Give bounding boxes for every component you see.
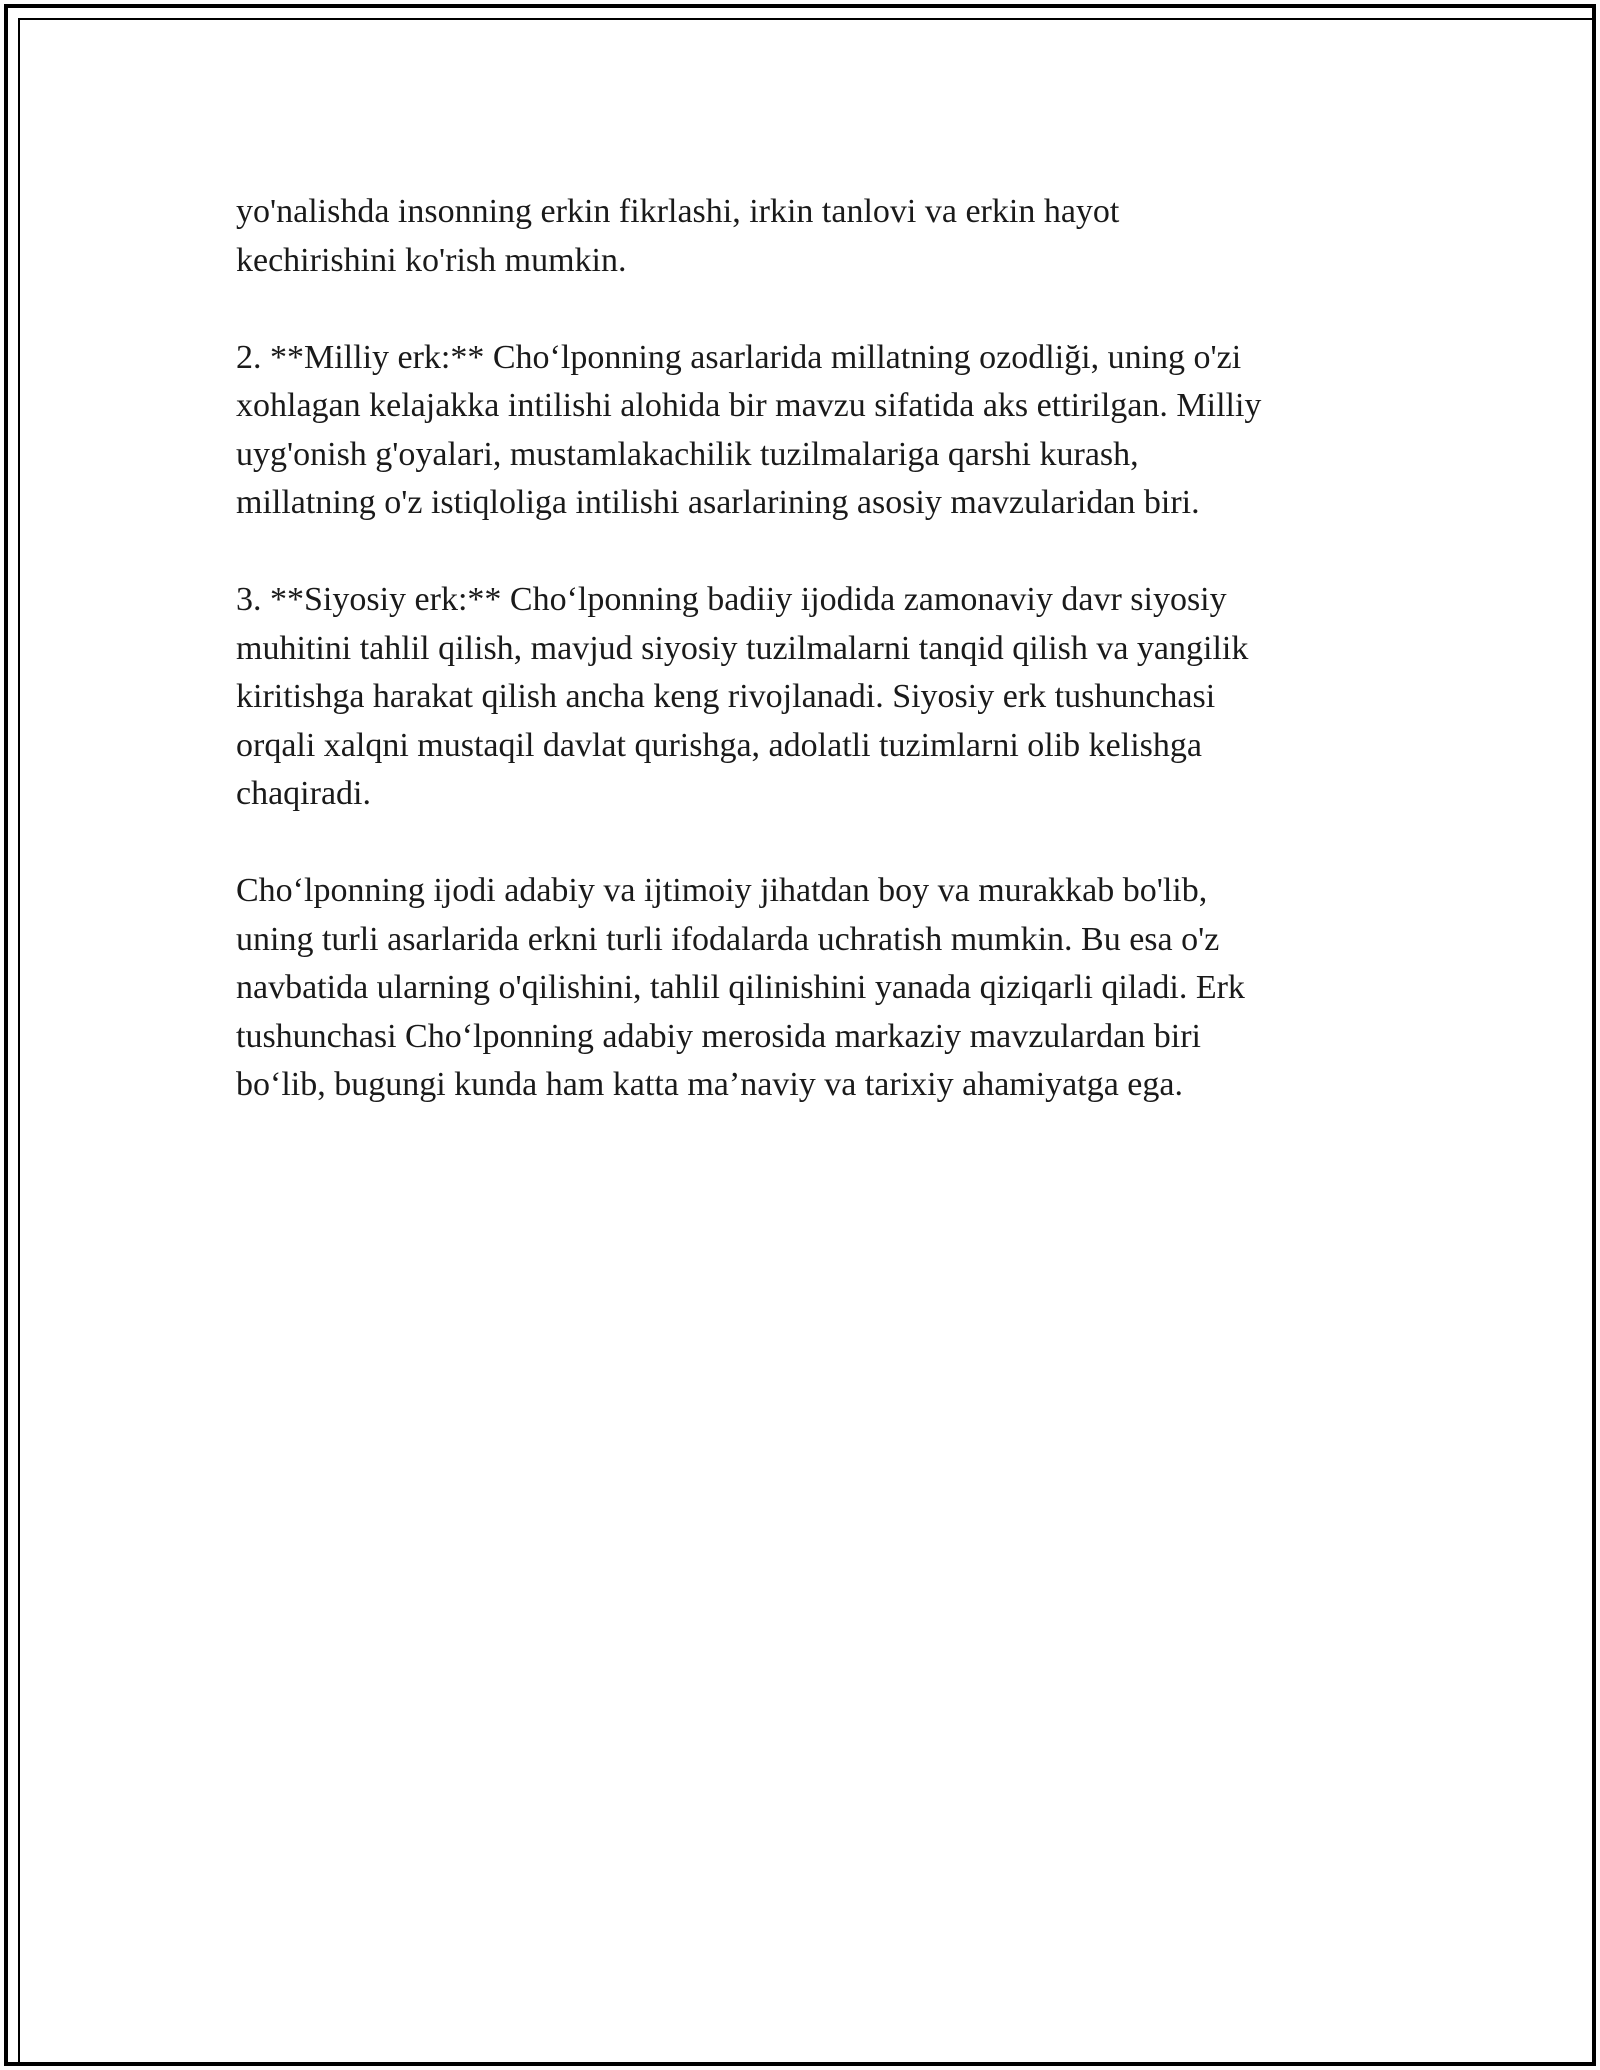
text-line: uyg'onish g'oyalari, mustamlakachilik tuzilmalariga qarshi kurash, xyxy=(236,435,1139,473)
paragraph-siyosiy-erk xyxy=(236,576,1366,819)
text-line: uning turli asarlarida erkni turli ifodalarda uchratish mumkin. Bu esa o'z xyxy=(236,920,1220,958)
text-line: yo'nalishda insonning erkin fikrlashi, irkin tanlovi va erkin hayot xyxy=(236,193,1120,230)
paragraph-continuation xyxy=(236,188,1366,285)
text-line: xohlagan kelajakka intilishi alohida bir mavzu sifatida aks ettirilgan. Milliy xyxy=(236,387,1262,424)
text-line: navbatida ularning o'qilishini, tahlil qilinishini yanada qiziqarli qiladi. Erk xyxy=(236,969,1245,1006)
text-line: 2. **Milliy erk:** Cho‘lponning asarlarida millatning ozodliği, uning o'zi xyxy=(236,338,1242,376)
text-line: chaqiradi. xyxy=(236,775,371,812)
text-line: orqali xalqni mustaqil davlat qurishga, adolatli tuzimlarni olib kelishga xyxy=(236,726,1202,764)
text-line: kiritishga harakat qilish ancha keng rivojlanadi. Siyosiy erk tushunchasi xyxy=(236,678,1216,715)
paragraph-conclusion xyxy=(236,867,1366,1110)
text-line: kechirishini ko'rish mumkin. xyxy=(236,241,627,279)
text-line: 3. **Siyosiy erk:** Cho‘lponning badiiy ijodida zamonaviy davr siyosiy xyxy=(236,581,1227,618)
text-line: tushunchasi Cho‘lponning adabiy merosida markaziy mavzulardan biri xyxy=(236,1017,1201,1055)
text-line: millatning o'z istiqloliga intilishi asarlarining asosiy mavzularidan biri. xyxy=(236,484,1200,521)
text-line: Cho‘lponning ijodi adabiy va ijtimoiy jihatdan boy va murakkab bo'lib, xyxy=(236,872,1208,909)
text-line: muhitini tahlil qilish, mavjud siyosiy tuzilmalarni tanqid qilish va yangilik xyxy=(236,629,1249,667)
paragraph-milliy-erk xyxy=(236,334,1366,528)
document-body xyxy=(236,188,1366,1158)
text-line: bo‘lib, bugungi kunda ham katta ma’naviy va tarixiy ahamiyatga ega. xyxy=(236,1066,1183,1103)
